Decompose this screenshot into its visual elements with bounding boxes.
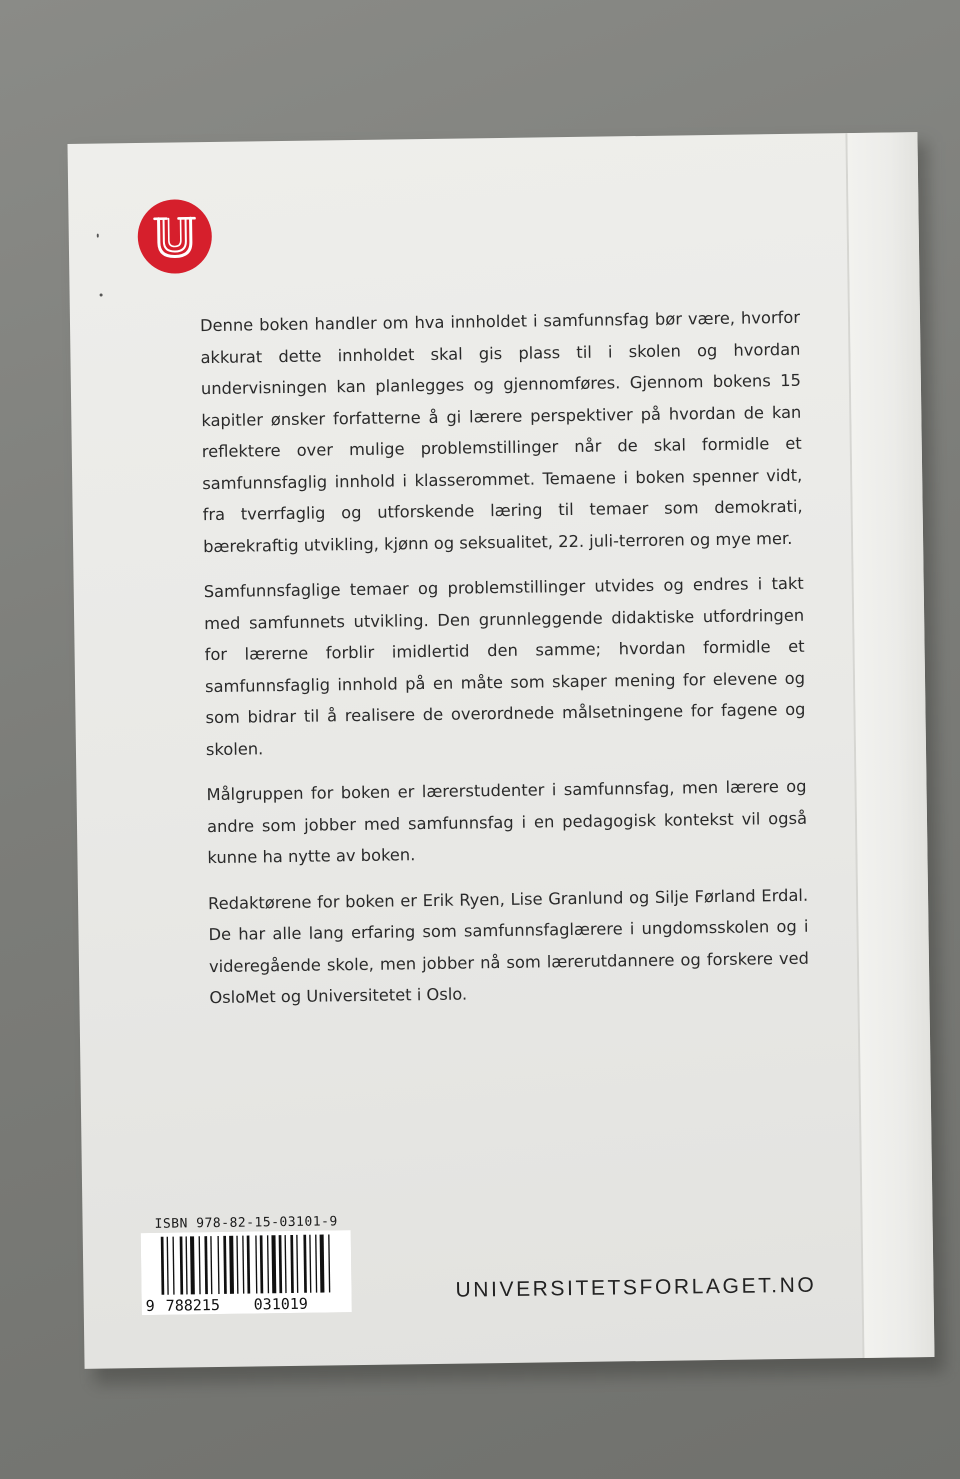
barcode-bar xyxy=(190,1236,195,1294)
blurb-text xyxy=(200,302,810,1028)
dust-speck xyxy=(97,234,99,238)
barcode-bar xyxy=(229,1236,234,1294)
blurb-paragraph-2: Samfunnsfaglige temaer og problemstillinger utvides og endres i takt med samfunnets utvikling. Den grunnleggende didaktiske utfordringen for lærerne forblir imidlertid den samme; hvordan formidle et samfunnsfaglig innhold på en måte som skaper mening for elevene og som bidrar til å realisere de overordnede målsetningene for fagene og skolen. xyxy=(203,573,806,759)
barcode-bar xyxy=(271,1235,276,1293)
book-back-cover xyxy=(67,132,934,1369)
dust-speck xyxy=(100,294,103,297)
barcode xyxy=(141,1230,352,1315)
blurb-paragraph-1: Denne boken handler om hva innholdet i samfunnsfag bør være, hvorfor akkurat dette innholdet skal gis plass til i skolen og hvordan undervisningen kan planlegges og gjennomføres. Gjennom bokens 15 kapitler ønsker forfatterne å gi lærere perspektiver på hvordan de kan reflektere over mulige problemstillinger når de skal formidle et samfunnsfaglig innhold i klasserommet. Temaene i boken spenner vidt, fra tverrfaglig og utforskende læring til temaer som demokrati, bærekraftig utvikling, kjønn og seksualitet, 22. juli-terroren og mye mer. xyxy=(199,307,803,556)
isbn-label: ISBN 978-82-15-03101-9 xyxy=(154,1214,338,1232)
blurb-paragraph-3: Målgruppen for boken er lærerstudenter i samfunnsfag, men lærere og andre som jobber med samfunnsfag i en pedagogisk kontekst vil også kunne ha nytte av boken. xyxy=(206,776,808,868)
publisher-logo-icon xyxy=(136,198,213,275)
barcode-digits-left: 788215 xyxy=(165,1295,221,1315)
barcode-digits-right: 031019 xyxy=(253,1294,309,1314)
blurb-paragraph-4: Redaktørene for boken er Erik Ryen, Lise Granlund og Silje Førland Erdal. De har alle lang erfaring som samfunnsfaglærere i ungdomsskolen og i videregående skole, men jobber nå som lærerutdannere og forskere ved OsloMet og Universitetet i Oslo. xyxy=(207,885,810,1008)
barcode-lead-digit: 9 xyxy=(145,1296,155,1316)
publisher-website: UNIVERSITETSFORLAGET.NO xyxy=(455,1273,817,1302)
barcode-bar xyxy=(320,1235,325,1293)
